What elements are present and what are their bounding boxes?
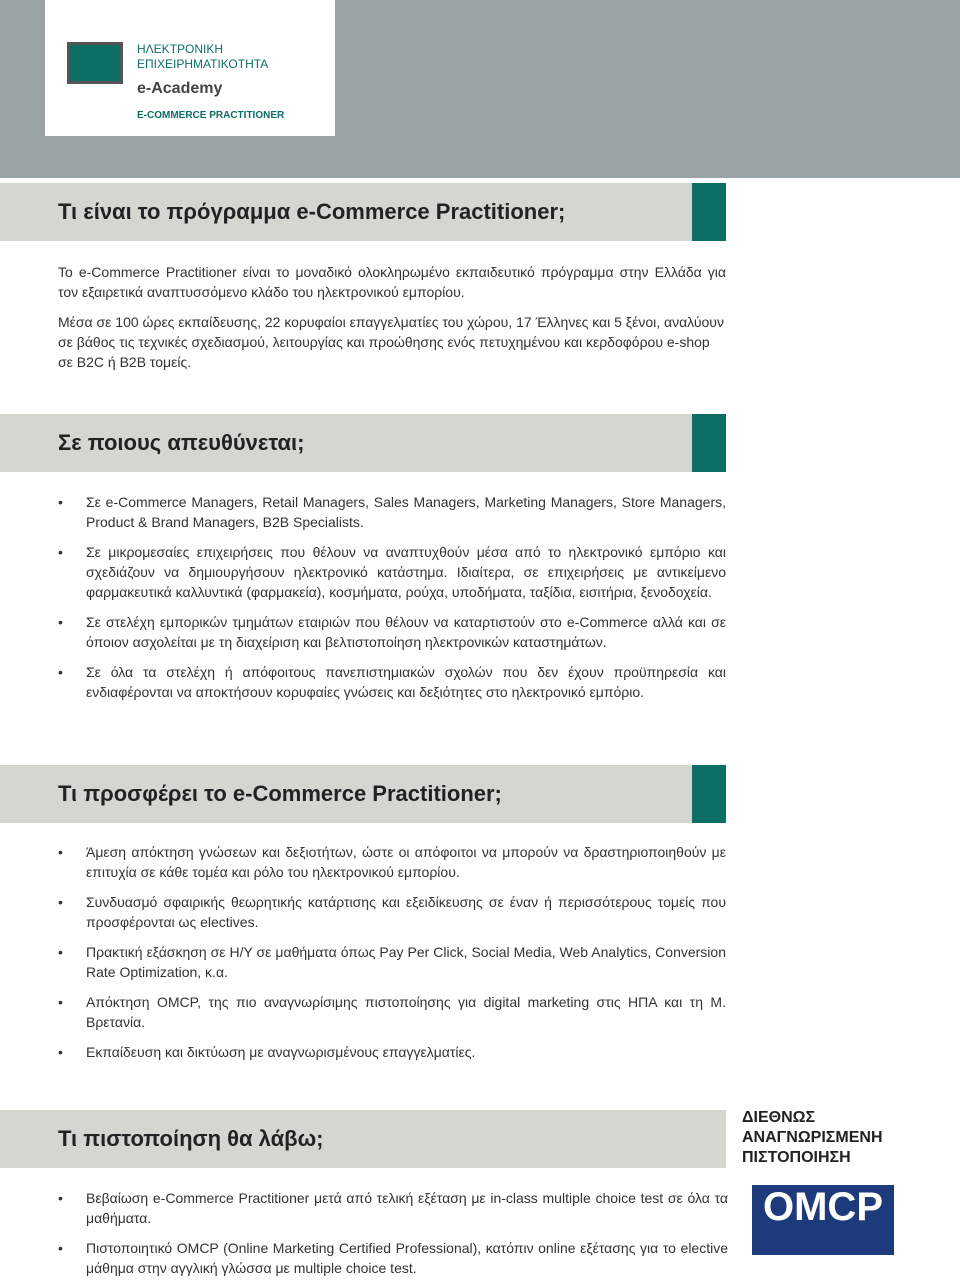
list-item: • Συνδυασμό σφαιρικής θεωρητικής κατάρτισης και εξειδίκευσης σε έναν ή περισσότερους τομείς που προσφέρονται ως electives. bbox=[58, 892, 726, 932]
list-item: • Σε στελέχη εμπορικών τμημάτων εταιριών που θέλουν να καταρτιστούν στο e-Commerce αλλά και σε όποιον ασχολείται με τη διαχείριση και βελτιστοποίηση ηλεκτρονικών καταστημάτων. bbox=[58, 612, 726, 652]
section2-header bbox=[0, 414, 726, 472]
list-item: • Σε όλα τα στελέχη ή απόφοιτους πανεπιστημιακών σχολών που δεν έχουν προϋπηρεσία και ενδιαφέρονται να αποκτήσουν κορυφαίες γνώσεις και δεξιότητες στο ηλεκτρονικό εμπόριο. bbox=[58, 662, 726, 702]
section4-header bbox=[0, 1110, 726, 1168]
section2-title: Σε ποιους απευθύνεται; bbox=[58, 430, 305, 455]
list-item: • Σε e-Commerce Managers, Retail Managers, Sales Managers, Marketing Managers, Store Managers, Product & Brand Managers, B2B Specialists. bbox=[58, 492, 726, 532]
offer-list bbox=[58, 842, 726, 1072]
list-item: • Σε μικρομεσαίες επιχειρήσεις που θέλουν να αναπτυχθούν μέσα από το ηλεκτρονικό εμπόριο και σχεδιάζουν να δημιουργήσουν ηλεκτρονικό κατάστημα. Ιδιαίτερα, σε επιχειρήσεις με αντικείμενο φαρμακευτικά καλλυντικά (φαρμακεία), κοσμήματα, ρούχα, υποδήματα, ταξίδια, εισιτήρια, ξενοδοχεία. bbox=[58, 542, 726, 602]
logo-practitioner: E-COMMERCE PRACTITIONER bbox=[137, 110, 285, 121]
logo-line2: ΕΠΙΧΕΙΡΗΜΑΤΙΚΟΤΗΤΑ bbox=[137, 57, 269, 71]
hours-paragraph: Μέσα σε 100 ώρες εκπαίδευσης, 22 κορυφαίοι επαγγελματίες του χώρου, 17 Έλληνες και 5 ξένοι, αναλύουν σε βάθος τις τεχνικές σχεδιασμού, λειτουργίας και προώθησης ενός πετυχημένου και κερδοφόρου e-shop σε B2C ή B2B τομείς. bbox=[58, 314, 724, 370]
section1-header bbox=[0, 183, 726, 241]
section4-title: Τι πιστοποίηση θα λάβω; bbox=[58, 1126, 324, 1151]
logo-line1: ΗΛΕΚΤΡΟΝΙΚΗ bbox=[137, 42, 224, 56]
omcp-caption: ΔΙΕΘΝΩΣ ΑΝΑΓΝΩΡΙΣΜΕΝΗ ΠΙΣΤΟΠΟΙΗΣΗ bbox=[742, 1109, 883, 1166]
list-item: • Εκπαίδευση και δικτύωση με αναγνωρισμένους επαγγελματίες. bbox=[58, 1042, 726, 1062]
list-item: • Απόκτηση OMCP, της πιο αναγνωρίσιμης πιστοποίησης για digital marketing στις ΗΠΑ και τη Μ. Βρετανία. bbox=[58, 992, 726, 1032]
logo bbox=[45, 0, 335, 136]
section3-header bbox=[0, 765, 726, 823]
list-item: • Βεβαίωση e-Commerce Practitioner μετά από τελική εξέταση με in-class multiple choice test σε όλα τα μαθήματα. bbox=[58, 1188, 728, 1228]
intro-paragraph: Το e-Commerce Practitioner είναι το μοναδικό ολοκληρωμένο εκπαιδευτικό πρόγραμμα στην Ελλάδα για τον εξαιρετικά αναπτυσσόμενο κλάδο του ηλεκτρονικού εμπορίου. bbox=[58, 264, 726, 300]
omcp-logo: OMCP bbox=[752, 1185, 894, 1255]
section3-title: Τι προσφέρει το e-Commerce Practitioner; bbox=[58, 781, 502, 806]
logo-academy: e-Academy bbox=[137, 80, 223, 97]
monitor-icon bbox=[67, 42, 123, 84]
certification-list bbox=[58, 1188, 728, 1288]
list-item: • Άμεση απόκτηση γνώσεων και δεξιοτήτων, ώστε οι απόφοιτοι να μπορούν να δραστηριοποιηθούν με επιτυχία σε κάθε τομέα και ρόλο του ηλεκτρονικού εμπορίου. bbox=[58, 842, 726, 882]
audience-list bbox=[58, 492, 726, 712]
section1-title: Τι είναι το πρόγραμμα e-Commerce Practitioner; bbox=[58, 199, 566, 224]
list-item: • Πρακτική εξάσκηση σε Η/Υ σε μαθήματα όπως Pay Per Click, Social Media, Web Analytics, Conversion Rate Optimization, κ.α. bbox=[58, 942, 726, 982]
list-item: • Πιστοποιητικό OMCP (Online Marketing Certified Professional), κατόπιν online εξέτασης για το elective μάθημα στην αγγλική γλώσσα με multiple choice test. bbox=[58, 1238, 728, 1278]
